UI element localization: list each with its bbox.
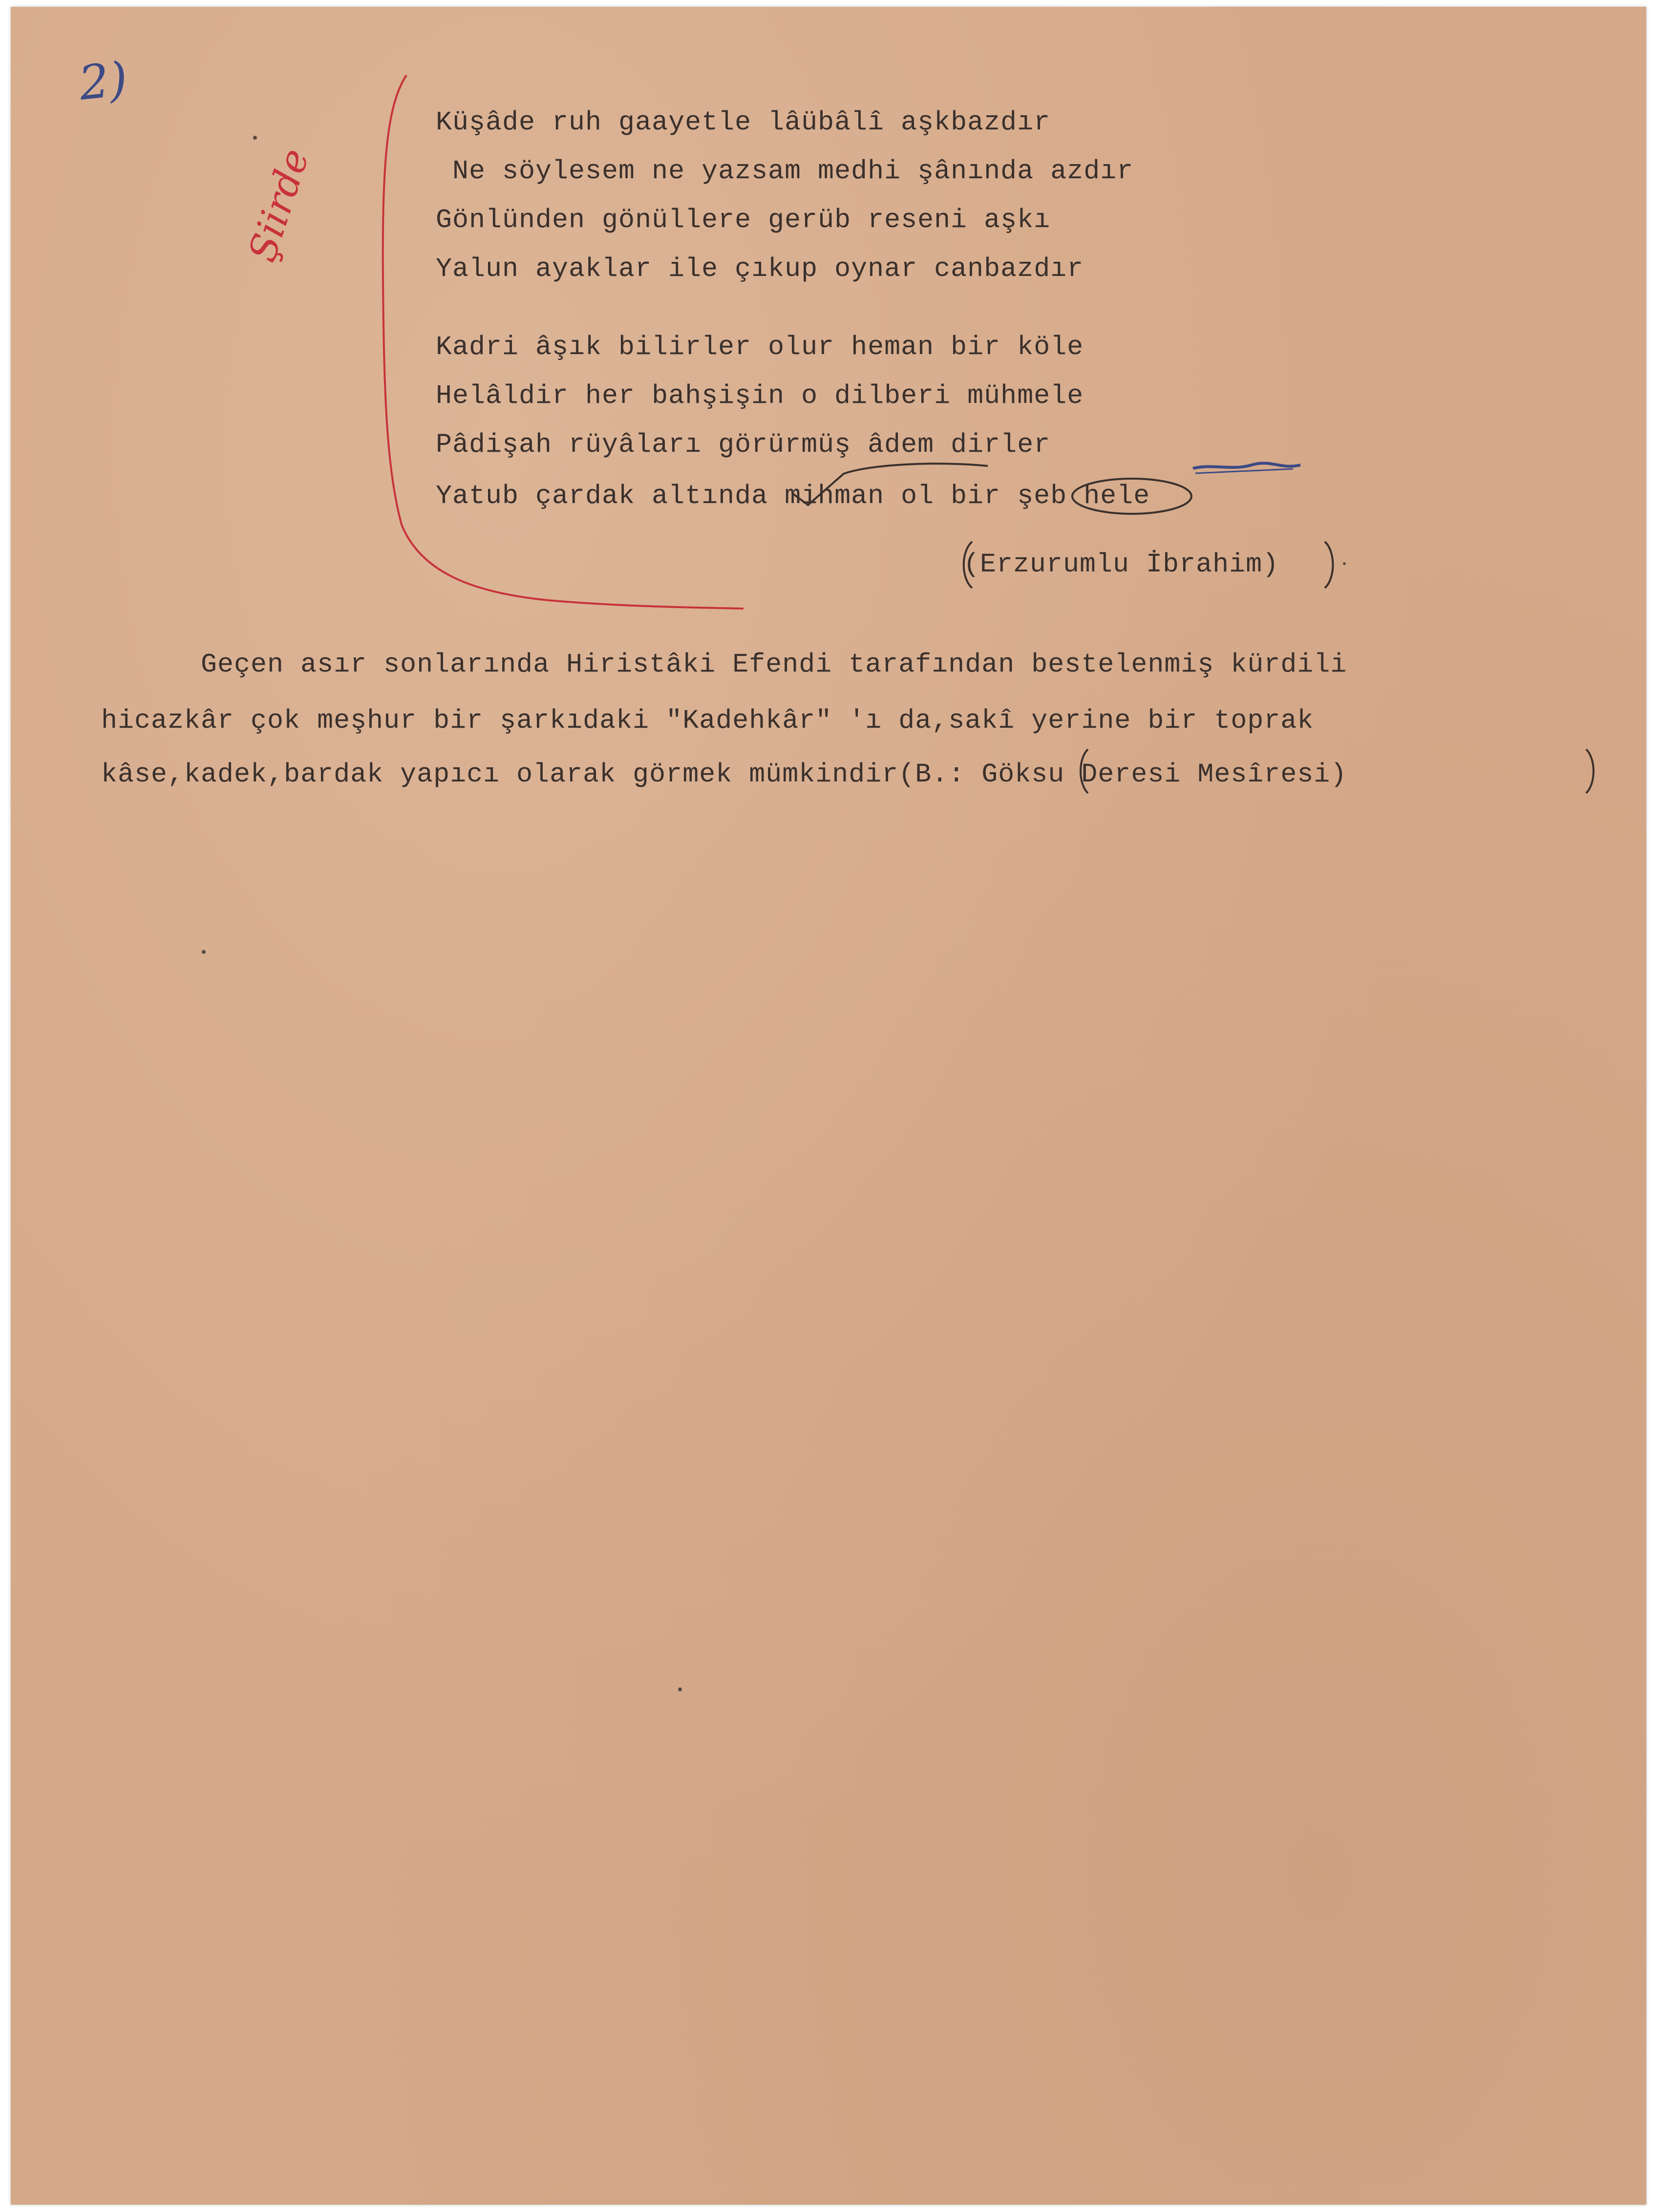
paragraph-line: kâse,kadek,bardak yapıcı olarak görmek mümkindir(B.: Göksu Deresi Mesîresi) [101, 759, 1347, 790]
poem-line: Yatub çardak altında mihman ol bir şeb hele [436, 481, 1150, 511]
poem-line: Küşâde ruh gaayetle lâübâlî aşkbazdır [436, 107, 1051, 138]
attr-close-paren [1325, 542, 1333, 588]
paragraph-line: Geçen asır sonlarında Hiristâki Efendi tarafından bestelenmiş kürdili [101, 649, 1347, 680]
poem-line: Yalun ayaklar ile çıkup oynar canbazdır [436, 253, 1084, 284]
poem-line: Ne söylesem ne yazsam medhi şânında azdır [436, 156, 1134, 187]
margin-note: Şiirde [240, 143, 318, 267]
poem-line: Pâdişah rüyâları görürmüş âdem dirler [436, 429, 1051, 460]
scribble-mark-2 [1195, 469, 1293, 473]
poem-attribution: (Erzurumlu İbrahim) [963, 549, 1279, 580]
paragraph-line: hicazkâr çok meşhur bir şarkıdaki "Kadehkâr" 'ı da,sakî yerine bir toprak [101, 705, 1314, 736]
poem-line: Gönlünden gönüllere gerüb reseni aşkı [436, 205, 1051, 235]
page-number: 2) [76, 51, 130, 111]
document-page [11, 7, 1646, 2205]
poem-line: Helâldir her bahşişin o dilberi mühmele [436, 380, 1084, 411]
para-close-paren [1586, 749, 1593, 793]
scribble-mark [1193, 463, 1300, 468]
poem-line: Kadri âşık bilirler olur heman bir köle [436, 332, 1084, 362]
